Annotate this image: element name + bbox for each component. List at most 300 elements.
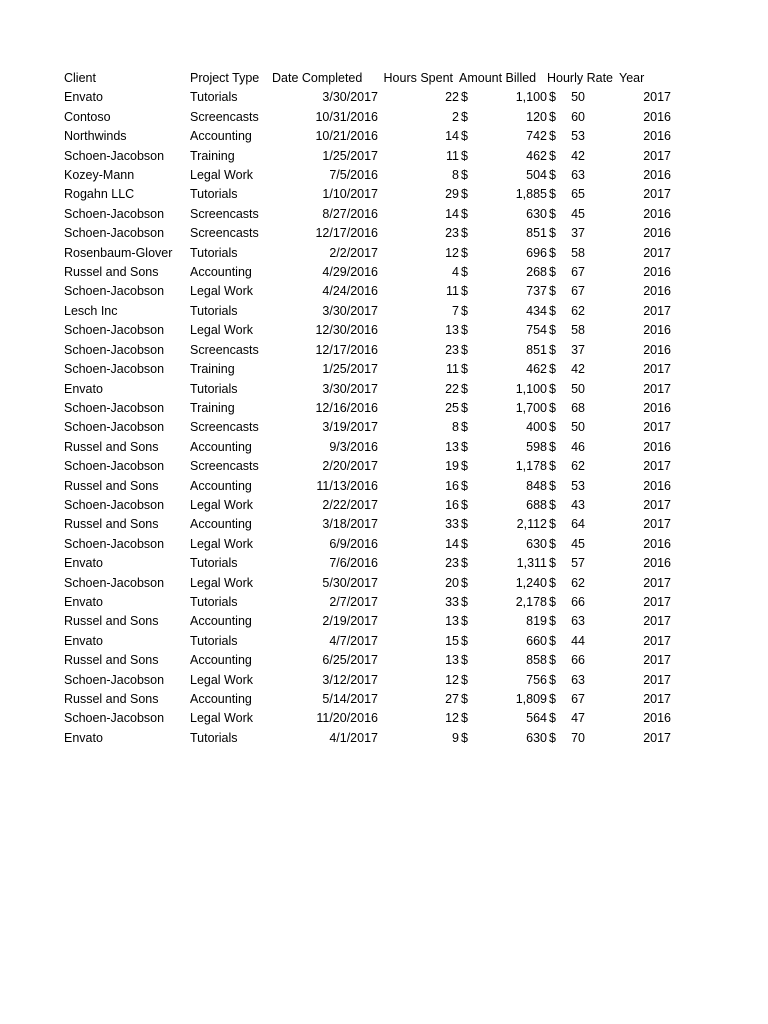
cell-date-completed: 4/7/2017 — [329, 633, 378, 648]
cell-year: 2016 — [643, 478, 671, 493]
cell-rate-currency: $ — [549, 517, 556, 532]
cell-date-completed: 3/30/2017 — [322, 381, 378, 396]
cell-billed-currency: $ — [461, 672, 468, 687]
cell-project-type: Tutorials — [190, 187, 238, 202]
cell-year: 2017 — [643, 245, 671, 260]
cell-year: 2016 — [643, 129, 671, 144]
cell-hourly-rate: 43 — [571, 497, 585, 512]
cell-billed-currency: $ — [461, 459, 468, 474]
cell-client: Rosenbaum-Glover — [64, 245, 173, 260]
cell-date-completed: 7/5/2016 — [329, 168, 378, 183]
cell-billed-currency: $ — [461, 478, 468, 493]
cell-hourly-rate: 42 — [571, 362, 585, 377]
table-row — [64, 341, 675, 360]
table-row — [64, 690, 675, 709]
header-client: Client — [64, 71, 96, 85]
cell-hours-spent: 13 — [445, 323, 459, 338]
cell-year: 2017 — [643, 517, 671, 532]
cell-amount-billed: 848 — [526, 478, 547, 493]
cell-date-completed: 2/19/2017 — [322, 614, 378, 629]
cell-hourly-rate: 50 — [571, 381, 585, 396]
cell-billed-currency: $ — [461, 90, 468, 105]
cell-project-type: Training — [190, 362, 235, 377]
cell-date-completed: 12/17/2016 — [315, 226, 378, 241]
cell-client: Schoen-Jacobson — [64, 711, 165, 726]
cell-hourly-rate: 66 — [571, 653, 585, 668]
cell-rate-currency: $ — [549, 730, 556, 745]
cell-amount-billed: 858 — [526, 653, 547, 668]
cell-date-completed: 12/30/2016 — [315, 323, 378, 338]
cell-client: Northwinds — [64, 129, 127, 144]
cell-client: Russel and Sons — [64, 692, 159, 706]
table-row — [64, 709, 675, 728]
cell-billed-currency: $ — [461, 284, 468, 299]
cell-date-completed: 12/17/2016 — [315, 342, 378, 357]
cell-hourly-rate: 45 — [571, 206, 585, 221]
cell-hourly-rate: 57 — [571, 556, 585, 571]
cell-hourly-rate: 68 — [571, 400, 585, 415]
cell-amount-billed: 400 — [526, 420, 547, 435]
cell-client: Schoen-Jacobson — [64, 497, 165, 512]
cell-year: 2017 — [643, 90, 671, 105]
cell-year: 2016 — [643, 284, 671, 299]
cell-project-type: Tutorials — [190, 594, 238, 609]
table-row — [64, 554, 675, 573]
cell-amount-billed: 564 — [526, 711, 547, 726]
cell-billed-currency: $ — [461, 692, 468, 706]
cell-project-type: Screencasts — [190, 420, 259, 435]
cell-rate-currency: $ — [549, 206, 556, 221]
cell-client: Schoen-Jacobson — [64, 323, 165, 338]
cell-hours-spent: 12 — [445, 245, 459, 260]
cell-client: Envato — [64, 90, 103, 105]
cell-amount-billed: 851 — [526, 226, 547, 241]
cell-hourly-rate: 58 — [571, 245, 585, 260]
cell-hours-spent: 16 — [445, 497, 459, 512]
cell-client: Lesch Inc — [64, 303, 118, 318]
cell-hourly-rate: 53 — [571, 129, 585, 144]
cell-hourly-rate: 67 — [571, 265, 585, 280]
table-row — [64, 477, 675, 496]
cell-date-completed: 10/31/2016 — [315, 109, 378, 124]
cell-project-type: Legal Work — [190, 672, 253, 687]
cell-amount-billed: 120 — [526, 109, 547, 124]
table-row — [64, 360, 675, 379]
cell-client: Russel and Sons — [64, 439, 159, 454]
cell-date-completed: 2/22/2017 — [322, 497, 378, 512]
cell-billed-currency: $ — [461, 187, 468, 202]
cell-date-completed: 11/20/2016 — [316, 711, 378, 726]
cell-client: Envato — [64, 633, 103, 648]
cell-rate-currency: $ — [549, 672, 556, 687]
cell-hourly-rate: 62 — [571, 303, 585, 318]
cell-amount-billed: 630 — [526, 536, 547, 551]
header-year: Year — [619, 71, 645, 85]
cell-project-type: Accounting — [190, 517, 252, 532]
cell-hours-spent: 27 — [445, 692, 459, 706]
table-row — [64, 535, 675, 554]
cell-year: 2017 — [643, 594, 671, 609]
cell-project-type: Training — [190, 148, 235, 163]
cell-date-completed: 1/10/2017 — [322, 187, 378, 202]
cell-project-type: Screencasts — [190, 109, 259, 124]
cell-project-type: Tutorials — [190, 381, 238, 396]
cell-hours-spent: 22 — [445, 90, 459, 105]
table-row — [64, 612, 675, 631]
cell-project-type: Tutorials — [190, 90, 238, 105]
cell-hours-spent: 14 — [445, 536, 459, 551]
cell-billed-currency: $ — [461, 226, 468, 241]
cell-year: 2016 — [643, 536, 671, 551]
cell-hours-spent: 33 — [445, 517, 459, 532]
cell-client: Schoen-Jacobson — [64, 284, 165, 299]
table-row — [64, 651, 675, 670]
cell-year: 2017 — [643, 381, 671, 396]
header-date-completed: Date Completed — [272, 71, 363, 85]
cell-date-completed: 6/25/2017 — [322, 653, 378, 668]
cell-rate-currency: $ — [549, 497, 556, 512]
header-hourly-rate: Hourly Rate — [547, 71, 613, 85]
table-row — [64, 321, 675, 340]
table-row — [64, 147, 675, 166]
cell-rate-currency: $ — [549, 400, 556, 415]
cell-billed-currency: $ — [461, 362, 468, 377]
cell-rate-currency: $ — [549, 187, 556, 202]
table-row — [64, 438, 675, 457]
cell-hours-spent: 13 — [445, 653, 459, 668]
table-row — [64, 127, 675, 146]
cell-amount-billed: 630 — [526, 206, 547, 221]
cell-date-completed: 10/21/2016 — [315, 129, 378, 144]
cell-billed-currency: $ — [461, 497, 468, 512]
header-hours-spent: Hours Spent — [383, 71, 453, 85]
cell-year: 2017 — [643, 303, 671, 318]
cell-date-completed: 3/30/2017 — [322, 303, 378, 318]
cell-date-completed: 4/1/2017 — [329, 730, 378, 745]
cell-project-type: Legal Work — [190, 284, 253, 299]
cell-project-type: Accounting — [190, 614, 252, 629]
cell-hours-spent: 15 — [445, 633, 459, 648]
cell-hourly-rate: 53 — [571, 478, 585, 493]
table-row — [64, 302, 675, 321]
cell-hourly-rate: 62 — [571, 459, 585, 474]
cell-rate-currency: $ — [549, 342, 556, 357]
cell-billed-currency: $ — [461, 303, 468, 318]
cell-year: 2016 — [643, 109, 671, 124]
cell-hourly-rate: 63 — [571, 672, 585, 687]
cell-client: Russel and Sons — [64, 653, 159, 668]
cell-year: 2017 — [643, 459, 671, 474]
cell-client: Kozey-Mann — [64, 168, 135, 183]
cell-billed-currency: $ — [461, 323, 468, 338]
cell-hours-spent: 23 — [445, 226, 459, 241]
cell-rate-currency: $ — [549, 109, 556, 124]
cell-amount-billed: 1,700 — [515, 400, 547, 415]
cell-date-completed: 6/9/2016 — [329, 536, 378, 551]
cell-project-type: Accounting — [190, 653, 252, 668]
cell-rate-currency: $ — [549, 148, 556, 163]
cell-hourly-rate: 60 — [571, 109, 585, 124]
cell-billed-currency: $ — [461, 148, 468, 163]
cell-hours-spent: 11 — [446, 284, 459, 299]
cell-project-type: Accounting — [190, 439, 252, 454]
cell-date-completed: 3/12/2017 — [322, 672, 378, 687]
table-row — [64, 244, 675, 263]
cell-hours-spent: 13 — [445, 614, 459, 629]
cell-hours-spent: 13 — [445, 439, 459, 454]
cell-billed-currency: $ — [461, 536, 468, 551]
table-row — [64, 185, 675, 204]
cell-hours-spent: 14 — [445, 206, 459, 221]
cell-year: 2017 — [643, 575, 671, 590]
table-row — [64, 108, 675, 127]
header-row — [64, 69, 675, 88]
cell-hours-spent: 25 — [445, 400, 459, 415]
cell-client: Schoen-Jacobson — [64, 420, 165, 435]
cell-date-completed: 2/2/2017 — [329, 245, 378, 260]
cell-amount-billed: 688 — [526, 497, 547, 512]
cell-hours-spent: 8 — [452, 168, 459, 183]
cell-hourly-rate: 58 — [571, 323, 585, 338]
cell-billed-currency: $ — [461, 633, 468, 648]
cell-rate-currency: $ — [549, 381, 556, 396]
cell-year: 2017 — [643, 362, 671, 377]
cell-client: Rogahn LLC — [64, 187, 135, 202]
cell-client: Contoso — [64, 109, 111, 124]
cell-rate-currency: $ — [549, 614, 556, 629]
cell-year: 2016 — [643, 265, 671, 280]
cell-amount-billed: 434 — [526, 303, 547, 318]
cell-hourly-rate: 67 — [571, 284, 585, 299]
cell-date-completed: 2/7/2017 — [329, 594, 378, 609]
cell-client: Schoen-Jacobson — [64, 575, 165, 590]
cell-project-type: Tutorials — [190, 633, 238, 648]
cell-date-completed: 12/16/2016 — [315, 400, 378, 415]
cell-year: 2017 — [643, 614, 671, 629]
table-row — [64, 671, 675, 690]
cell-date-completed: 2/20/2017 — [322, 459, 378, 474]
cell-rate-currency: $ — [549, 536, 556, 551]
cell-year: 2017 — [643, 692, 671, 706]
cell-client: Schoen-Jacobson — [64, 206, 165, 221]
cell-amount-billed: 462 — [526, 362, 547, 377]
cell-hourly-rate: 64 — [571, 517, 585, 532]
cell-amount-billed: 1,311 — [516, 556, 547, 571]
cell-rate-currency: $ — [549, 362, 556, 377]
cell-hourly-rate: 62 — [571, 575, 585, 590]
cell-billed-currency: $ — [461, 730, 468, 745]
cell-rate-currency: $ — [549, 284, 556, 299]
cell-billed-currency: $ — [461, 245, 468, 260]
cell-rate-currency: $ — [549, 168, 556, 183]
cell-hourly-rate: 50 — [571, 90, 585, 105]
cell-billed-currency: $ — [461, 206, 468, 221]
cell-rate-currency: $ — [549, 90, 556, 105]
cell-year: 2016 — [643, 168, 671, 183]
cell-date-completed: 3/19/2017 — [322, 420, 378, 435]
cell-client: Schoen-Jacobson — [64, 536, 165, 551]
cell-project-type: Tutorials — [190, 245, 238, 260]
cell-year: 2017 — [643, 653, 671, 668]
cell-rate-currency: $ — [549, 245, 556, 260]
cell-client: Schoen-Jacobson — [64, 400, 165, 415]
cell-hours-spent: 12 — [445, 711, 459, 726]
cell-rate-currency: $ — [549, 594, 556, 609]
cell-amount-billed: 2,178 — [515, 594, 547, 609]
cell-date-completed: 5/30/2017 — [322, 575, 378, 590]
cell-hours-spent: 7 — [452, 303, 459, 318]
cell-billed-currency: $ — [461, 109, 468, 124]
table-row — [64, 457, 675, 476]
cell-billed-currency: $ — [461, 614, 468, 629]
cell-hours-spent: 4 — [452, 265, 459, 280]
cell-rate-currency: $ — [549, 556, 556, 571]
cell-billed-currency: $ — [461, 711, 468, 726]
cell-date-completed: 1/25/2017 — [322, 148, 378, 163]
cell-rate-currency: $ — [549, 711, 556, 726]
cell-rate-currency: $ — [549, 692, 556, 706]
cell-project-type: Tutorials — [190, 730, 238, 745]
cell-billed-currency: $ — [461, 653, 468, 668]
cell-hourly-rate: 70 — [571, 730, 585, 745]
cell-year: 2017 — [643, 672, 671, 687]
cell-hourly-rate: 65 — [571, 187, 585, 202]
cell-year: 2017 — [643, 148, 671, 163]
cell-amount-billed: 1,100 — [515, 381, 547, 396]
table-row — [64, 593, 675, 612]
cell-amount-billed: 851 — [526, 342, 547, 357]
cell-hourly-rate: 37 — [571, 226, 585, 241]
table-row — [64, 399, 675, 418]
cell-rate-currency: $ — [549, 653, 556, 668]
cell-project-type: Legal Work — [190, 497, 253, 512]
cell-amount-billed: 696 — [526, 245, 547, 260]
table-row — [64, 166, 675, 185]
cell-hourly-rate: 46 — [571, 439, 585, 454]
cell-billed-currency: $ — [461, 556, 468, 571]
cell-amount-billed: 2,112 — [516, 517, 547, 532]
cell-project-type: Legal Work — [190, 711, 253, 726]
cell-rate-currency: $ — [549, 303, 556, 318]
table-body — [64, 88, 675, 748]
table-row — [64, 496, 675, 515]
cell-client: Schoen-Jacobson — [64, 148, 165, 163]
cell-client: Envato — [64, 730, 103, 745]
cell-project-type: Tutorials — [190, 303, 238, 318]
cell-project-type: Accounting — [190, 265, 252, 280]
cell-rate-currency: $ — [549, 226, 556, 241]
cell-project-type: Legal Work — [190, 575, 253, 590]
cell-rate-currency: $ — [549, 633, 556, 648]
cell-year: 2016 — [643, 342, 671, 357]
cell-date-completed: 3/18/2017 — [322, 517, 378, 532]
cell-client: Russel and Sons — [64, 517, 159, 532]
cell-rate-currency: $ — [549, 439, 556, 454]
cell-rate-currency: $ — [549, 420, 556, 435]
cell-project-type: Accounting — [190, 692, 252, 706]
table-row — [64, 224, 675, 243]
cell-client: Envato — [64, 594, 103, 609]
cell-hours-spent: 2 — [452, 109, 459, 124]
cell-date-completed: 9/3/2016 — [329, 439, 378, 454]
cell-year: 2016 — [643, 226, 671, 241]
cell-amount-billed: 742 — [526, 129, 547, 144]
cell-hourly-rate: 63 — [571, 168, 585, 183]
cell-amount-billed: 1,885 — [515, 187, 547, 202]
cell-date-completed: 3/30/2017 — [322, 90, 378, 105]
cell-amount-billed: 1,809 — [515, 692, 547, 706]
cell-hours-spent: 9 — [452, 730, 459, 745]
cell-hours-spent: 22 — [445, 381, 459, 396]
cell-date-completed: 8/27/2016 — [322, 206, 378, 221]
cell-hourly-rate: 42 — [571, 148, 585, 163]
cell-billed-currency: $ — [461, 439, 468, 454]
cell-amount-billed: 630 — [526, 730, 547, 745]
cell-hourly-rate: 47 — [571, 711, 585, 726]
cell-client: Schoen-Jacobson — [64, 342, 165, 357]
cell-project-type: Legal Work — [190, 323, 253, 338]
table-row — [64, 632, 675, 651]
cell-year: 2016 — [643, 711, 671, 726]
cell-client: Envato — [64, 556, 103, 571]
cell-hours-spent: 20 — [445, 575, 459, 590]
cell-year: 2016 — [643, 439, 671, 454]
cell-hourly-rate: 67 — [571, 692, 585, 706]
cell-project-type: Legal Work — [190, 536, 253, 551]
cell-amount-billed: 1,100 — [515, 90, 547, 105]
table-row — [64, 380, 675, 399]
table-row — [64, 282, 675, 301]
cell-year: 2016 — [643, 400, 671, 415]
cell-project-type: Training — [190, 400, 235, 415]
cell-billed-currency: $ — [461, 265, 468, 280]
cell-year: 2016 — [643, 206, 671, 221]
cell-date-completed: 4/24/2016 — [322, 284, 378, 299]
cell-billed-currency: $ — [461, 381, 468, 396]
cell-client: Schoen-Jacobson — [64, 672, 165, 687]
cell-project-type: Screencasts — [190, 459, 259, 474]
cell-client: Russel and Sons — [64, 614, 159, 629]
table-row — [64, 205, 675, 224]
cell-date-completed: 11/13/2016 — [316, 478, 378, 493]
cell-hours-spent: 19 — [445, 459, 459, 474]
cell-rate-currency: $ — [549, 459, 556, 474]
cell-project-type: Accounting — [190, 478, 252, 493]
cell-rate-currency: $ — [549, 265, 556, 280]
cell-hourly-rate: 63 — [571, 614, 585, 629]
cell-hours-spent: 23 — [445, 342, 459, 357]
cell-amount-billed: 504 — [526, 168, 547, 183]
cell-hours-spent: 12 — [445, 672, 459, 687]
cell-billed-currency: $ — [461, 575, 468, 590]
header-amount-billed: Amount Billed — [459, 71, 537, 85]
cell-billed-currency: $ — [461, 594, 468, 609]
cell-hours-spent: 11 — [446, 362, 459, 377]
cell-amount-billed: 737 — [526, 284, 547, 299]
cell-hours-spent: 33 — [445, 594, 459, 609]
cell-year: 2016 — [643, 556, 671, 571]
cell-rate-currency: $ — [549, 323, 556, 338]
cell-project-type: Screencasts — [190, 206, 259, 221]
cell-year: 2016 — [643, 323, 671, 338]
cell-hours-spent: 29 — [445, 187, 459, 202]
cell-amount-billed: 660 — [526, 633, 547, 648]
cell-client: Russel and Sons — [64, 265, 159, 280]
cell-amount-billed: 462 — [526, 148, 547, 163]
cell-hours-spent: 8 — [452, 420, 459, 435]
cell-hours-spent: 14 — [445, 129, 459, 144]
cell-project-type: Tutorials — [190, 556, 238, 571]
